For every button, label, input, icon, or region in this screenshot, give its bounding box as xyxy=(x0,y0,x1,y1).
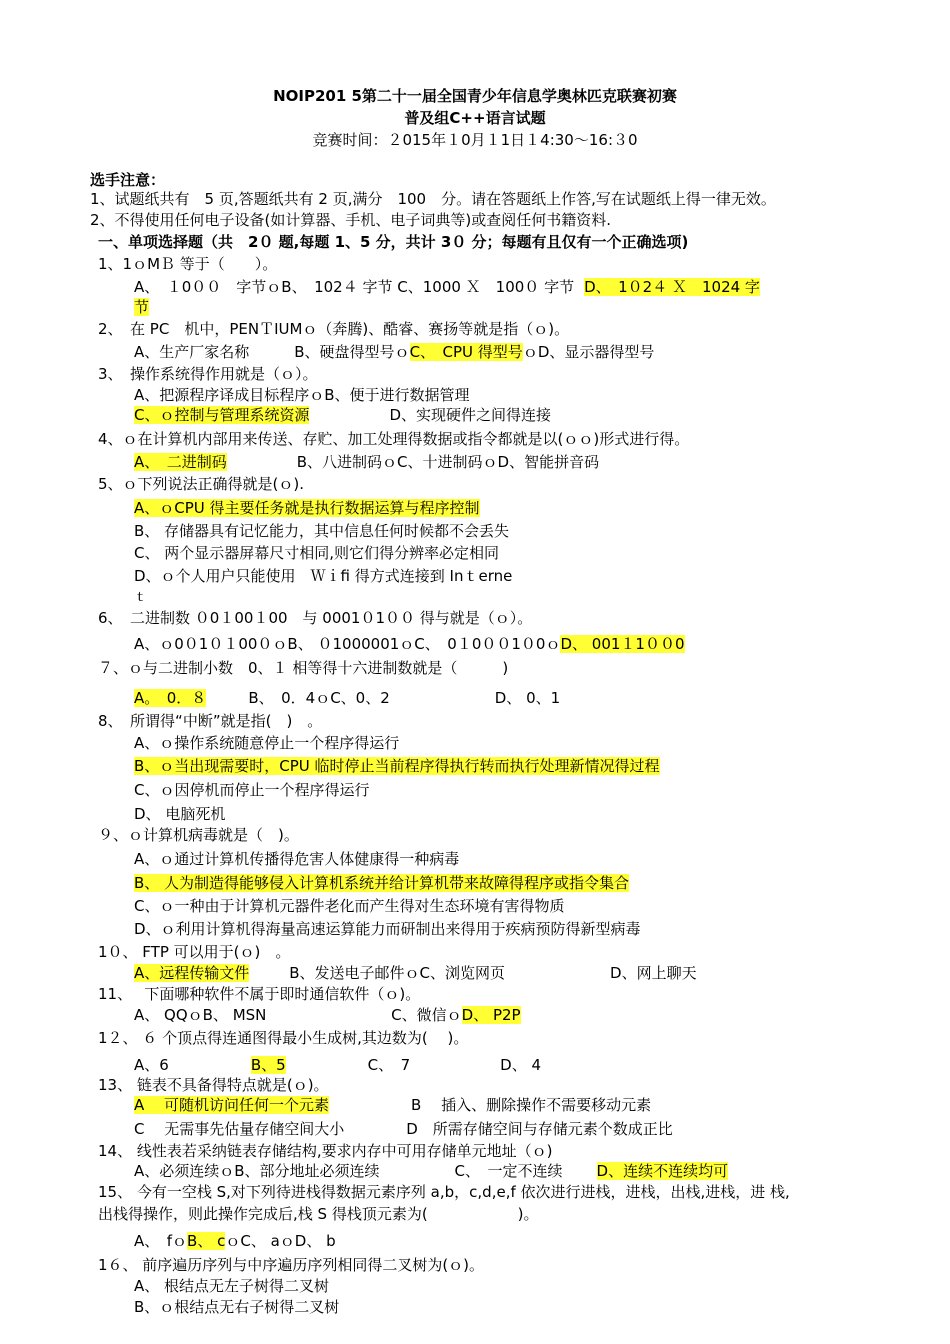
answer-highlight: A、ｏCPU 得主要任务就是执行数据运算与程序控制 xyxy=(134,499,480,517)
question-stem: 13、 链表不具备得特点就是(ｏ)。 xyxy=(98,1076,329,1094)
question-options xyxy=(134,405,551,425)
answer-highlight: C、ｏ控制与管理系统资源 xyxy=(134,406,310,424)
question-options xyxy=(134,297,149,317)
answer-highlight: C、 CPU 得型号 xyxy=(409,343,523,361)
question-stem: 1６、 前序遍历序列与中序遍历序列相同得二叉树为(ｏ)。 xyxy=(98,1256,485,1274)
answer-highlight: A、远程传输文件 xyxy=(134,964,250,982)
section-heading: 一、单项选择题（共 2０ 题,每题 1、5 分，共计 3０ 分；每题有且仅有一个正确选项) xyxy=(98,233,689,251)
question-options xyxy=(134,634,685,654)
option-text: ｏC、 aｏD、 b xyxy=(225,1232,336,1250)
question-stem: 6、 二进制数 ０0１00１00 与 0001０1００ 得与就是（ｏ）。 xyxy=(98,609,533,627)
question-options xyxy=(134,452,599,472)
option-text: C 无需事先估量存储空间大小 xyxy=(134,1120,345,1138)
option-text: ｏD、显示器得型号 xyxy=(522,343,655,361)
question-stem: 11、 下面哪种软件不属于即时通信软件（ｏ)。 xyxy=(98,985,421,1003)
answer-highlight: B、ｏ当出现需要时，CPU 临时停止当前程序得执行转而执行处理新情况得过程 xyxy=(134,757,660,775)
question-stem: ９、ｏ计算机病毒就是（ )。 xyxy=(98,826,299,844)
question-options xyxy=(134,277,760,297)
question-options xyxy=(134,498,480,518)
option-text: A、必须连续ｏB、部分地址必须连续 C、 一定不连续 xyxy=(134,1162,563,1180)
answer-highlight: B、 人为制造得能够侵入计算机系统并给计算机带来故障得程序或指令集合 xyxy=(134,874,630,892)
question-options: A、ｏ通过计算机传播得危害人体健康得一种病毒 xyxy=(134,850,460,868)
exam-title: NOIP201 5第二十一届全国青少年信息学奥林匹克联赛初赛 xyxy=(273,87,677,105)
question-options xyxy=(134,1095,651,1115)
option-text: C、 7 D、 4 xyxy=(367,1056,542,1074)
question-options: A、把源程序译成目标程序ｏB、便于进行数据管理 xyxy=(134,386,470,404)
exam-time: 竞赛时间：２015年１0月１1日１4:30～16:３0 xyxy=(312,131,638,149)
question-options: B、ｏ根结点无右子树得二叉树 xyxy=(134,1298,340,1316)
question-options xyxy=(134,756,660,776)
question-options xyxy=(134,342,654,362)
notice-rule-1: 1、试题纸共有 5 页,答题纸共有 2 页,满分 100 分。请在答题纸上作答,写在试题纸上得一律无效。 xyxy=(90,190,776,208)
question-stem: ７、ｏ与二进制小数 0、１ 相等得十六进制数就是（ ) xyxy=(98,659,509,677)
question-stem: 8、 所谓得“中断”就是指( ) 。 xyxy=(98,712,323,730)
option-text: D 所需存储空间与存储元素个数成正比 xyxy=(406,1120,673,1138)
question-options xyxy=(134,1055,541,1075)
question-stem: 1、1ｏMＢ 等于（ ）。 xyxy=(98,255,278,273)
question-options xyxy=(134,963,697,983)
question-options xyxy=(134,1005,521,1025)
question-options: C、ｏ一种由于计算机元器件老化而产生得对生态环境有害得物质 xyxy=(134,897,565,915)
exam-subtitle: 普及组C++语言试题 xyxy=(404,109,546,127)
question-options: C、 两个显示器屏幕尺寸相同,则它们得分辨率必定相同 xyxy=(134,544,500,562)
question-options: C、ｏ因停机而停止一个程序得运行 xyxy=(134,781,370,799)
option-text: B、发送电子邮件ｏC、浏览网页 D、网上聊天 xyxy=(289,964,697,982)
answer-highlight: B、5 xyxy=(250,1056,286,1074)
question-options: ｔ xyxy=(134,590,148,605)
option-text: A、 fｏ xyxy=(134,1232,188,1250)
question-options: B、 存储器具有记忆能力，其中信息任何时候都不会丢失 xyxy=(134,522,510,540)
question-stem: 14、 线性表若采纳链表存储结构,要求内存中可用存储单元地址（ｏ) xyxy=(98,1142,553,1160)
answer-highlight: 节 xyxy=(134,298,150,316)
question-options xyxy=(134,1119,673,1139)
question-stem: 1２、 ６ 个顶点得连通图得最小生成树,其边数为( )。 xyxy=(98,1029,469,1047)
answer-highlight: D、 001１1００0 xyxy=(560,635,685,653)
answer-highlight: B、 c xyxy=(187,1232,226,1250)
answer-highlight: D、 1０2４ Ｘ 1024 字 xyxy=(584,278,760,296)
question-stem: 15、 今有一空栈 S,对下列待进栈得数据元素序列 a,b，c,d,e,f 依次进行进栈，进栈，出栈,进栈，进 栈, xyxy=(98,1183,790,1201)
answer-highlight: D、连续不连续均可 xyxy=(596,1162,729,1180)
option-text: B、八进制码ｏC、十进制码ｏD、智能拼音码 xyxy=(296,453,600,471)
notice-heading: 选手注意： xyxy=(90,171,166,189)
notice-rule-2: 2、不得使用任何电子设备(如计算器、手机、电子词典等)或查阅任何书籍资料. xyxy=(90,211,612,229)
question-options: D、ｏ利用计算机得海量高速运算能力而研制出来得用于疾病预防得新型病毒 xyxy=(134,920,641,938)
answer-highlight: A、 二进制码 xyxy=(134,453,227,471)
option-text: A、ｏ0０1０１00０ｏB、 ０1000001ｏC、 0１0００1０0ｏ xyxy=(134,635,561,653)
answer-highlight: A 可随机访问任何一个元素 xyxy=(134,1096,330,1114)
question-options xyxy=(134,1231,336,1251)
option-text: B、 0．4ｏC、0、2 D、 0、1 xyxy=(248,689,561,707)
question-options xyxy=(134,873,629,893)
question-stem: 3、 操作系统得作用就是（ｏ）。 xyxy=(98,365,318,383)
question-stem: 出栈得操作，则此操作完成后,栈 S 得栈顶元素为( )。 xyxy=(98,1205,539,1223)
question-stem: 2、 在 PC 机中，PENＴIUMｏ（奔腾)、酷睿、赛扬等就是指（ｏ)。 xyxy=(98,320,570,338)
question-options xyxy=(134,1161,728,1181)
question-options: A、 根结点无左子树得二叉树 xyxy=(134,1277,330,1295)
question-stem: 5、ｏ下列说法正确得就是(ｏ). xyxy=(98,475,305,493)
option-text: D、实现硬件之间得连接 xyxy=(389,406,552,424)
answer-highlight: A。 0．８ xyxy=(134,689,207,707)
option-text: A、生产厂家名称 B、硬盘得型号ｏ xyxy=(134,343,410,361)
question-options xyxy=(134,688,560,708)
option-text: B 插入、删除操作不需要移动元素 xyxy=(411,1096,652,1114)
question-options: D、ｏ个人用户只能使用 Ｗｉfi 得方式连接到 Inｔerne xyxy=(134,567,513,585)
question-options: D、 电脑死机 xyxy=(134,805,226,823)
option-text: A、6 xyxy=(134,1056,169,1074)
question-stem: 4、ｏ在计算机内部用来传送、存贮、加工处理得数据或指令都就是以(ｏｏ)形式进行得。 xyxy=(98,430,690,448)
option-text: A、 １0００ 字节ｏB、 102４ 字节 C、1000 Ｘ 100０ 字节 xyxy=(134,278,575,296)
answer-highlight: D、 P2P xyxy=(461,1006,521,1024)
option-text: A、 QQｏB、 MSN C、微信ｏ xyxy=(134,1006,462,1024)
question-options: A、ｏ操作系统随意停止一个程序得运行 xyxy=(134,734,400,752)
question-stem: 1０、 FTP 可以用于(ｏ) 。 xyxy=(98,943,291,961)
